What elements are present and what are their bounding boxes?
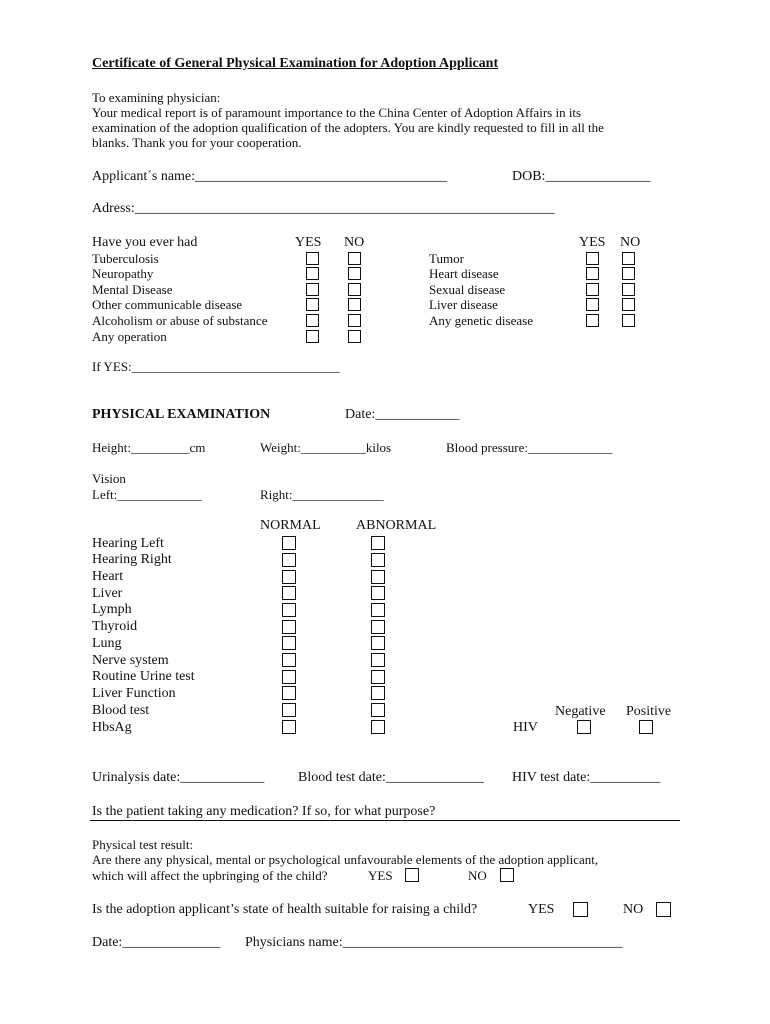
unfavourable-yes-label: YES xyxy=(368,868,393,883)
vision-label: Vision xyxy=(92,471,126,486)
history-item-neuropathy: Neuropathy xyxy=(92,266,154,281)
history-item-tumor: Tumor xyxy=(429,251,464,266)
nerve-system-normal-checkbox[interactable] xyxy=(282,653,296,667)
neuropathy-yes-checkbox[interactable] xyxy=(306,267,319,280)
history-question: Have you ever had xyxy=(92,235,198,250)
blood-test-date-field[interactable]: Blood test date:______________ xyxy=(298,770,484,785)
urine-test-abnormal-checkbox[interactable] xyxy=(371,670,385,684)
heart-normal-checkbox[interactable] xyxy=(282,570,296,584)
hiv-test-date-field[interactable]: HIV test date:__________ xyxy=(512,770,661,785)
abnormal-header: ABNORMAL xyxy=(356,518,437,533)
hearing-left-normal-checkbox[interactable] xyxy=(282,536,296,550)
lymph-normal-checkbox[interactable] xyxy=(282,603,296,617)
neuropathy-no-checkbox[interactable] xyxy=(348,267,361,280)
applicant-name-field[interactable]: Applicant´s name:____________________________________ xyxy=(92,169,448,184)
tumor-no-checkbox[interactable] xyxy=(622,252,635,265)
exam-date-field[interactable]: Date:____________ xyxy=(345,407,460,422)
history-item-tuberculosis: Tuberculosis xyxy=(92,251,159,266)
intro-line-3: examination of the adoption qualification of the adopters. You are kindly requested to fill in all the xyxy=(92,120,604,135)
suitability-no-label: NO xyxy=(623,902,644,917)
communicable-disease-no-checkbox[interactable] xyxy=(348,298,361,311)
dob-field[interactable]: DOB:_______________ xyxy=(512,169,651,184)
exam-item-blood-test: Blood test xyxy=(92,703,150,718)
history-item-communicable-disease: Other communicable disease xyxy=(92,297,243,312)
history-item-operation: Any operation xyxy=(92,329,167,344)
suitability-question: Is the adoption applicant’s state of health suitable for raising a child? xyxy=(92,902,478,917)
heart-disease-yes-checkbox[interactable] xyxy=(586,267,599,280)
signature-date-field[interactable]: Date:______________ xyxy=(92,935,221,950)
address-field[interactable]: Adress:____________________________________________________________ xyxy=(92,201,555,216)
lung-normal-checkbox[interactable] xyxy=(282,636,296,650)
mental-disease-yes-checkbox[interactable] xyxy=(306,283,319,296)
genetic-disease-no-checkbox[interactable] xyxy=(622,314,635,327)
exam-heading: PHYSICAL EXAMINATION xyxy=(92,407,271,422)
hiv-positive-checkbox[interactable] xyxy=(639,720,653,734)
suitability-yes-label: YES xyxy=(528,902,555,917)
upbringing-question: which will affect the upbringing of the child? xyxy=(92,868,328,883)
hiv-label: HIV xyxy=(513,720,538,735)
nerve-system-abnormal-checkbox[interactable] xyxy=(371,653,385,667)
heart-disease-no-checkbox[interactable] xyxy=(622,267,635,280)
hearing-right-normal-checkbox[interactable] xyxy=(282,553,296,567)
unfavourable-yes-checkbox[interactable] xyxy=(405,868,419,882)
vision-left-field[interactable]: Left:_____________ xyxy=(92,487,202,502)
mental-disease-no-checkbox[interactable] xyxy=(348,283,361,296)
history-no-header-right: NO xyxy=(620,235,641,250)
hiv-negative-checkbox[interactable] xyxy=(577,720,591,734)
operation-yes-checkbox[interactable] xyxy=(306,330,319,343)
thyroid-normal-checkbox[interactable] xyxy=(282,620,296,634)
tuberculosis-no-checkbox[interactable] xyxy=(348,252,361,265)
tuberculosis-yes-checkbox[interactable] xyxy=(306,252,319,265)
hearing-left-abnormal-checkbox[interactable] xyxy=(371,536,385,550)
suitability-yes-checkbox[interactable] xyxy=(573,902,588,917)
exam-item-lung: Lung xyxy=(92,636,122,651)
history-yes-header-right: YES xyxy=(579,235,606,250)
hbsag-normal-checkbox[interactable] xyxy=(282,720,296,734)
history-item-heart-disease: Heart disease xyxy=(429,266,499,281)
intro-line-2: Your medical report is of paramount importance to the China Center of Adoption Affairs in its xyxy=(92,105,582,120)
history-no-header-left: NO xyxy=(344,235,365,250)
urine-test-normal-checkbox[interactable] xyxy=(282,670,296,684)
physician-name-field[interactable]: Physicians name:________________________________________ xyxy=(245,935,623,950)
history-item-mental-disease: Mental Disease xyxy=(92,282,173,297)
history-item-alcoholism: Alcoholism or abuse of substance xyxy=(92,313,268,328)
hiv-negative-header: Negative xyxy=(555,704,606,719)
blood-test-abnormal-checkbox[interactable] xyxy=(371,703,385,717)
liver-function-normal-checkbox[interactable] xyxy=(282,686,296,700)
vision-right-field[interactable]: Right:______________ xyxy=(260,487,384,502)
exam-item-hearing-left: Hearing Left xyxy=(92,536,164,551)
weight-field[interactable]: Weight:__________kilos xyxy=(260,440,392,455)
sexual-disease-no-checkbox[interactable] xyxy=(622,283,635,296)
blood-pressure-field[interactable]: Blood pressure:_____________ xyxy=(446,440,613,455)
sexual-disease-yes-checkbox[interactable] xyxy=(586,283,599,296)
exam-item-lymph: Lymph xyxy=(92,602,132,617)
exam-item-hearing-right: Hearing Right xyxy=(92,552,172,567)
history-yes-header-left: YES xyxy=(295,235,322,250)
communicable-disease-yes-checkbox[interactable] xyxy=(306,298,319,311)
urinalysis-date-field[interactable]: Urinalysis date:____________ xyxy=(92,770,265,785)
history-item-genetic-disease: Any genetic disease xyxy=(429,313,533,328)
test-result-label: Physical test result: xyxy=(92,837,194,852)
liver-disease-no-checkbox[interactable] xyxy=(622,298,635,311)
heart-abnormal-checkbox[interactable] xyxy=(371,570,385,584)
history-item-sexual-disease: Sexual disease xyxy=(429,282,506,297)
operation-no-checkbox[interactable] xyxy=(348,330,361,343)
hearing-right-abnormal-checkbox[interactable] xyxy=(371,553,385,567)
exam-item-hbsag: HbsAg xyxy=(92,720,132,735)
height-field[interactable]: Height:_________cm xyxy=(92,440,206,455)
exam-item-heart: Heart xyxy=(92,569,124,584)
history-item-liver-disease: Liver disease xyxy=(429,297,498,312)
exam-item-thyroid: Thyroid xyxy=(92,619,138,634)
blood-test-normal-checkbox[interactable] xyxy=(282,703,296,717)
exam-item-liver: Liver xyxy=(92,586,123,601)
form-title: Certificate of General Physical Examination for Adoption Applicant xyxy=(92,56,499,71)
unfavourable-no-checkbox[interactable] xyxy=(500,868,514,882)
lung-abnormal-checkbox[interactable] xyxy=(371,636,385,650)
genetic-disease-yes-checkbox[interactable] xyxy=(586,314,599,327)
normal-header: NORMAL xyxy=(260,518,321,533)
liver-abnormal-checkbox[interactable] xyxy=(371,586,385,600)
alcoholism-no-checkbox[interactable] xyxy=(348,314,361,327)
liver-function-abnormal-checkbox[interactable] xyxy=(371,686,385,700)
intro-line-4: blanks. Thank you for your cooperation. xyxy=(92,135,302,150)
exam-item-liver-function: Liver Function xyxy=(92,686,176,701)
hiv-positive-header: Positive xyxy=(626,704,672,719)
tumor-yes-checkbox[interactable] xyxy=(586,252,599,265)
liver-disease-yes-checkbox[interactable] xyxy=(586,298,599,311)
unfavourable-no-label: NO xyxy=(468,868,487,883)
exam-item-nerve-system: Nerve system xyxy=(92,653,169,668)
intro-line-1: To examining physician: xyxy=(92,90,221,105)
alcoholism-yes-checkbox[interactable] xyxy=(306,314,319,327)
suitability-no-checkbox[interactable] xyxy=(656,902,671,917)
hbsag-abnormal-checkbox[interactable] xyxy=(371,720,385,734)
lymph-abnormal-checkbox[interactable] xyxy=(371,603,385,617)
medication-answer-line[interactable] xyxy=(90,820,680,821)
if-yes-field[interactable]: If YES:________________________________ xyxy=(92,359,340,374)
medication-question: Is the patient taking any medication? If so, for what purpose? xyxy=(92,804,436,819)
liver-normal-checkbox[interactable] xyxy=(282,586,296,600)
exam-item-urine-test: Routine Urine test xyxy=(92,669,195,684)
unfavourable-elements-question: Are there any physical, mental or psychological unfavourable elements of the adoption applicant, xyxy=(92,852,599,867)
thyroid-abnormal-checkbox[interactable] xyxy=(371,620,385,634)
